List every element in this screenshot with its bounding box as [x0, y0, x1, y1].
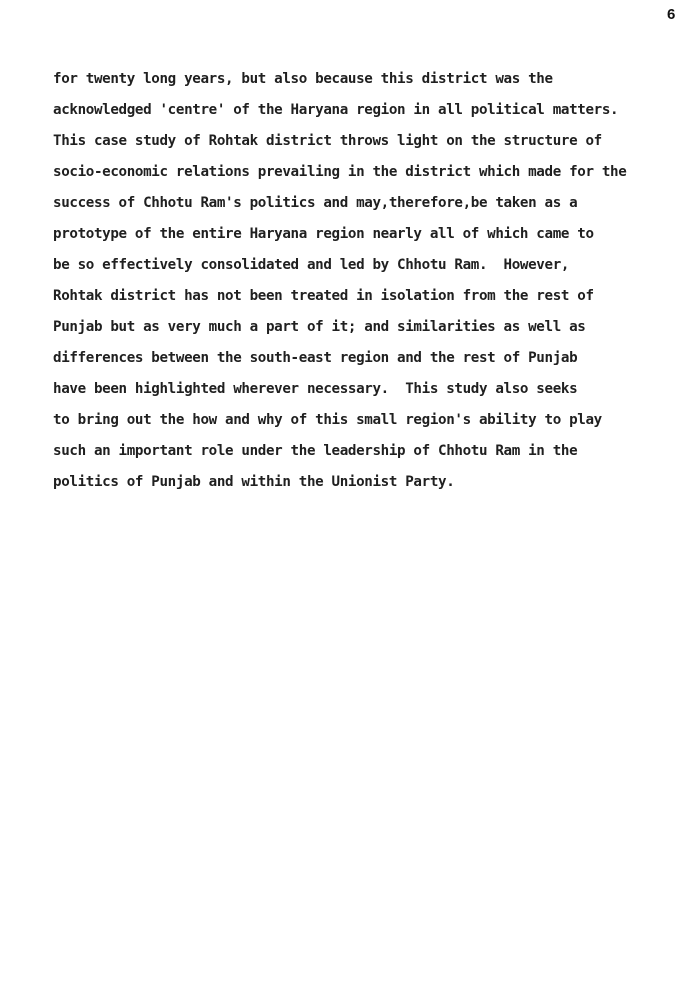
text-line: to bring out the how and why of this small region's ability to play: [53, 412, 602, 428]
body-paragraph: [53, 64, 699, 498]
text-line: such an important role under the leadership of Chhotu Ram in the: [53, 443, 578, 459]
text-line: prototype of the entire Haryana region nearly all of which came to: [53, 226, 594, 242]
text-line: Rohtak district has not been treated in isolation from the rest of: [53, 288, 594, 304]
text-line: have been highlighted wherever necessary. This study also seeks: [53, 381, 578, 397]
text-line: success of Chhotu Ram's politics and may,therefore,be taken as a: [53, 195, 578, 211]
text-line: be so effectively consolidated and led by Chhotu Ram. However,: [53, 257, 570, 273]
text-line: politics of Punjab and within the Unionist Party.: [53, 474, 455, 490]
text-line: acknowledged 'centre' of the Haryana region in all political matters.: [53, 102, 619, 118]
text-line: for twenty long years, but also because this district was the: [53, 71, 553, 87]
text-line: differences between the south-east region and the rest of Punjab: [53, 350, 578, 366]
text-line: Punjab but as very much a part of it; and similarities as well as: [53, 319, 586, 335]
text-line: socio-economic relations prevailing in the district which made for the: [53, 164, 627, 180]
page-number: 6: [667, 6, 676, 23]
text-line: This case study of Rohtak district throws light on the structure of: [53, 133, 602, 149]
